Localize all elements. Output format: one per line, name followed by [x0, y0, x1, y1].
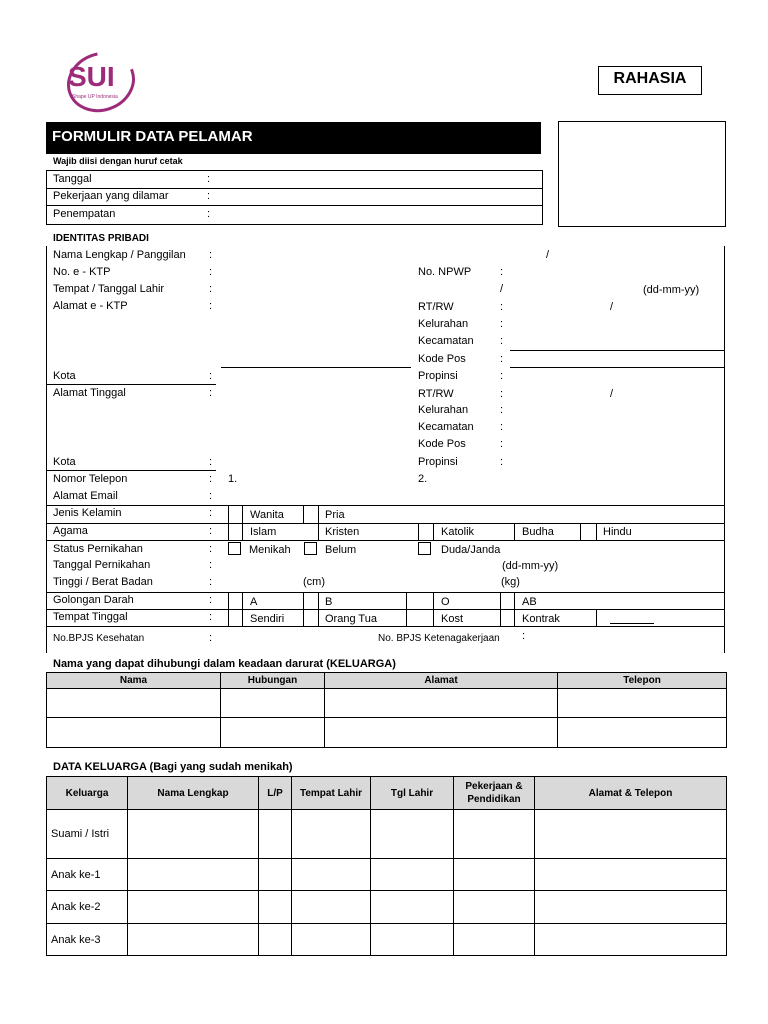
field-pekerjaan: Pekerjaan yang dilamar — [53, 190, 169, 202]
field-tanggal: Tanggal — [53, 173, 92, 185]
table-row[interactable] — [47, 689, 727, 718]
checkbox-menikah[interactable] — [228, 542, 241, 555]
darurat-table: Nama Hubungan Alamat Telepon — [46, 672, 727, 748]
logo-tagline: Shape UP Indonesia — [72, 94, 118, 100]
table-row[interactable]: Anak ke-3 — [47, 924, 727, 956]
checkbox-duda[interactable] — [418, 542, 431, 555]
form-title: FORMULIR DATA PELAMAR — [52, 128, 253, 145]
option-b[interactable]: B — [325, 596, 333, 608]
option-kontrak[interactable]: Kontrak — [522, 613, 560, 625]
option-hindu[interactable]: Hindu — [603, 526, 632, 538]
company-logo — [66, 50, 138, 114]
option-katolik[interactable]: Katolik — [441, 526, 475, 538]
keluarga-heading: DATA KELUARGA (Bagi yang sudah menikah) — [53, 761, 293, 773]
option-wanita[interactable]: Wanita — [250, 509, 284, 521]
table-row[interactable] — [47, 718, 727, 748]
instruction-text: Wajib diisi dengan huruf cetak — [53, 156, 183, 166]
option-ab[interactable]: AB — [522, 596, 537, 608]
identitas-heading: IDENTITAS PRIBADI — [53, 233, 149, 244]
option-sendiri[interactable]: Sendiri — [250, 613, 285, 625]
option-o[interactable]: O — [441, 596, 450, 608]
checkbox-belum[interactable] — [304, 542, 317, 555]
option-islam[interactable]: Islam — [250, 526, 277, 538]
option-budha[interactable]: Budha — [522, 526, 554, 538]
option-pria[interactable]: Pria — [325, 509, 345, 521]
table-row[interactable]: Suami / Istri — [47, 810, 727, 859]
logo-text: SUI — [68, 61, 115, 92]
keluarga-table: Keluarga Nama Lengkap L/P Tempat Lahir Tgl Lahir Pekerjaan & Pendidikan Alamat & Telepon Suami / Istri Anak ke-1 Anak ke-2 Anak ke-3 — [46, 776, 727, 956]
option-kristen[interactable]: Kristen — [325, 526, 360, 538]
confidential-label: RAHASIA — [613, 70, 687, 87]
darurat-heading: Nama yang dapat dihubungi dalam keadaan darurat (KELUARGA) — [53, 658, 396, 670]
field-penempatan: Penempatan — [53, 208, 116, 220]
table-row[interactable]: Anak ke-1 — [47, 859, 727, 891]
option-ortu[interactable]: Orang Tua — [325, 613, 377, 625]
photo-box[interactable] — [558, 121, 726, 227]
option-kost[interactable]: Kost — [441, 613, 464, 625]
option-a[interactable]: A — [250, 596, 258, 608]
table-row[interactable]: Anak ke-2 — [47, 891, 727, 924]
